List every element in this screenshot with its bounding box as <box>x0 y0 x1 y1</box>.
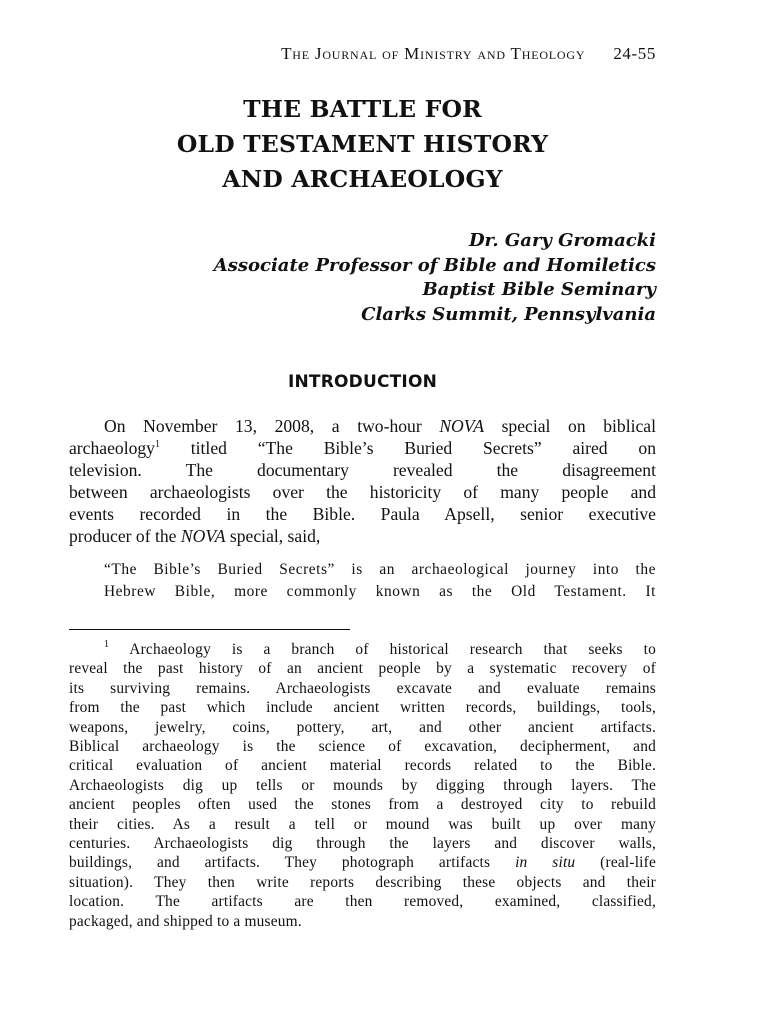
footnote-reference[interactable]: 1 <box>154 439 160 450</box>
title-line: AND ARCHAEOLOGY <box>222 165 503 193</box>
footnote-line: from the past which include ancient written records, buildings, tools, <box>69 699 656 717</box>
quote-line: “The Bible’s Buried Secrets” is an archaeological journey into the <box>104 561 656 578</box>
quote-line: Hebrew Bible, more commonly known as the Old Testament. It <box>104 583 656 600</box>
footnote-line: packaged, and shipped to a museum. <box>69 912 302 930</box>
footnote-line: weapons, jewelry, coins, pottery, art, and other ancient artifacts. <box>69 718 656 736</box>
article-title <box>69 92 656 197</box>
author-block <box>69 229 656 327</box>
footnote-line: Archaeologists dig up tells or mounds by digging through layers. The <box>69 776 656 794</box>
footnote-line: critical evaluation of ancient material records related to the Bible. <box>69 757 656 775</box>
paragraph-line: television. The documentary revealed the disagreement <box>69 460 656 480</box>
text-run: titled “The Bible’s Buried Secrets” aired on <box>159 438 656 458</box>
program-name: NOVA <box>439 416 484 436</box>
text-run: producer of the <box>69 526 181 546</box>
paragraph-line <box>69 525 656 547</box>
footnote <box>69 640 656 931</box>
footnote-line <box>69 640 656 659</box>
author-position: Associate Professor of Bible and Homiletics <box>213 254 656 276</box>
paragraph-line: events recorded in the Bible. Paula Apsell, senior executive <box>69 504 656 524</box>
title-line: OLD TESTAMENT HISTORY <box>176 130 549 158</box>
paragraph-line <box>69 415 656 437</box>
text-run: On November 13, 2008, a two-hour <box>104 416 440 436</box>
footnote-line: their cities. As a result a tell or mound was built up over many <box>69 815 656 833</box>
footnote-divider <box>69 629 350 630</box>
title-line: THE BATTLE FOR <box>243 95 482 123</box>
body-paragraph <box>69 415 656 547</box>
text-run: buildings, and artifacts. They photograph artifacts <box>69 854 516 872</box>
text-run: special, said, <box>225 526 321 546</box>
footnote-line: situation). They then write reports describing these objects and their <box>69 873 656 891</box>
latin-term: in situ <box>515 854 576 872</box>
text-run: special on biblical <box>483 416 656 436</box>
author-name: Dr. Gary Gromacki <box>468 230 656 251</box>
text-run: archaeology <box>69 438 155 458</box>
block-quote <box>69 559 656 603</box>
footnote-line: location. The artifacts are then removed, examined, classified, <box>69 893 656 911</box>
text-run: Archaeology is a branch of historical research that seeks to <box>109 641 656 658</box>
footnote-line <box>69 853 656 872</box>
author-institution: Baptist Bible Seminary <box>422 279 656 300</box>
page-range: 24-55 <box>613 44 656 63</box>
program-name: NOVA <box>180 526 226 546</box>
footnote-line: ancient peoples often used the stones from a destroyed city to rebuild <box>69 796 656 814</box>
footnote-line: centuries. Archaeologists dig through the layers and discover walls, <box>69 835 656 853</box>
running-head <box>69 44 656 72</box>
paragraph-line <box>69 437 656 459</box>
text-run: (real-life <box>575 854 656 872</box>
paragraph-line: between archaeologists over the historicity of many people and <box>69 482 656 502</box>
footnote-line: Biblical archaeology is the science of excavation, decipherment, and <box>69 738 656 756</box>
section-heading: INTRODUCTION <box>287 372 438 392</box>
journal-name: The Journal of Ministry and Theology <box>281 44 586 63</box>
footnote-line: its surviving remains. Archaeologists excavate and evaluate remains <box>69 679 656 697</box>
author-location: Clarks Summit, Pennsylvania <box>361 303 656 325</box>
footnote-marker: 1 <box>104 640 110 650</box>
footnote-line: reveal the past history of an ancient people by a systematic recovery of <box>69 660 656 678</box>
